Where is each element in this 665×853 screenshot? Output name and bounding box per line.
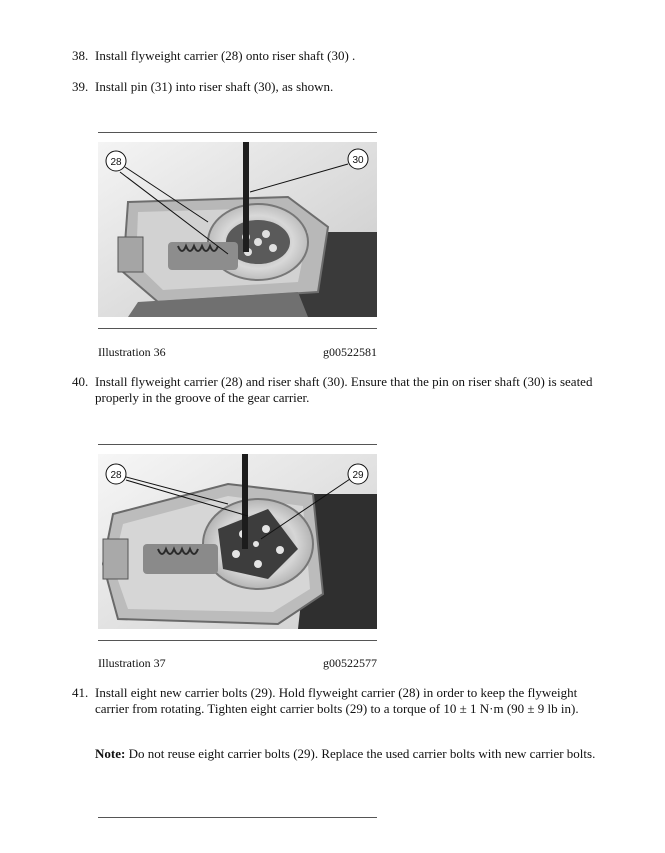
step-text: Install eight new carrier bolts (29). Hold flyweight carrier (28) in order to keep the flyweight carrier from rotating. Tighten eight carrier bolts (29) to a torque of 10 ± 1 N·m (90 ± 9 lb in). xyxy=(95,685,579,716)
illustration-ref: g00522581 xyxy=(323,345,377,359)
governor-assembly-photo xyxy=(98,454,377,629)
step-text: Install flyweight carrier (28) and riser shaft (30). Ensure that the pin on riser shaft (30) is seated properly in the groove of the gear carrier. xyxy=(95,374,593,405)
divider xyxy=(98,640,377,641)
note-label: Note: xyxy=(95,746,126,761)
governor-assembly-photo xyxy=(98,142,377,317)
illustration-37-photo xyxy=(98,454,377,629)
note xyxy=(95,746,605,762)
divider xyxy=(98,328,377,329)
callout-30: 30 xyxy=(352,155,364,166)
step-number: 39. xyxy=(72,79,89,94)
callout-28: 28 xyxy=(110,470,122,481)
illustration-ref: g00522577 xyxy=(323,656,377,670)
divider xyxy=(98,444,377,445)
step-number: 38. xyxy=(72,48,89,63)
step-number: 41. xyxy=(72,685,89,700)
step-number: 40. xyxy=(72,374,89,389)
step-text: Install pin (31) into riser shaft (30), as shown. xyxy=(95,79,334,94)
divider xyxy=(98,132,377,133)
divider xyxy=(98,817,377,818)
step-text: Install flyweight carrier (28) onto riser shaft (30) . xyxy=(95,48,356,63)
callout-29: 29 xyxy=(352,470,364,481)
illustration-label: Illustration 37 xyxy=(98,656,166,670)
illustration-36-photo xyxy=(98,142,377,317)
callout-28: 28 xyxy=(110,157,122,168)
note-text: Do not reuse eight carrier bolts (29). Replace the used carrier bolts with new carrier bolts. xyxy=(125,746,596,761)
illustration-label: Illustration 36 xyxy=(98,345,166,359)
